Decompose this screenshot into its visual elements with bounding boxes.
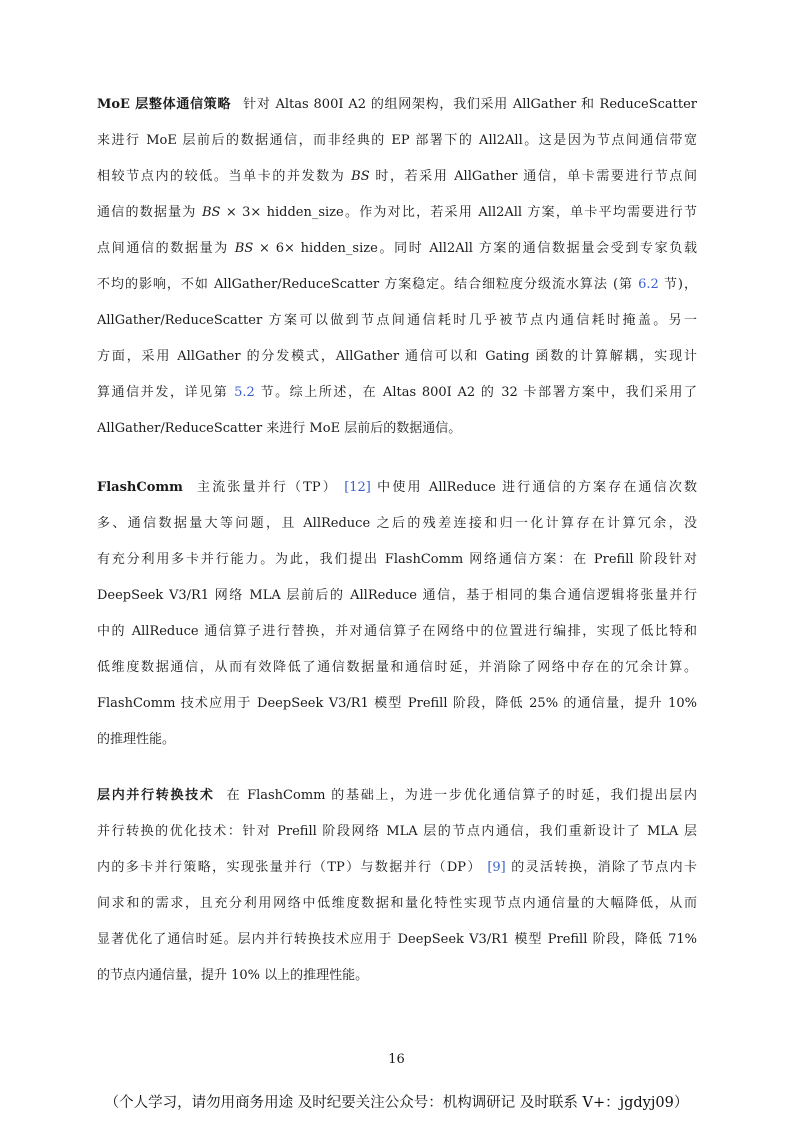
text-line: 显著优化了通信时延。层内并行转换技术应用于 DeepSeek V3/R1 模型 Prefill 阶段，降低 71% (97, 932, 697, 947)
math-variable: BS (351, 169, 370, 184)
text-line: 间求和的需求，且充分利用网络中低维度数据和量化特性实现节点内通信量的大幅降低，从而 (97, 896, 697, 911)
citation-link[interactable]: [9] (487, 860, 506, 875)
math-variable: BS (202, 205, 221, 220)
text-line: 的推理性能。 (97, 732, 176, 747)
footer-notice: （个人学习，请勿用商务用途 及时纪要关注公众号：机构调研记 及时联系 V+：jgdyj09） (104, 1095, 689, 1111)
text-line: 的节点内通信量，提升 10% 以上的推理性能。 (97, 968, 369, 983)
text-line: 算通信并发，详见第 5.2 节。综上所述，在 Altas 800I A2 的 32 卡部署方案中，我们采用了 (97, 385, 697, 400)
text-line: AllGather/ReduceScatter 方案可以做到节点间通信耗时几乎被节点内通信耗时掩盖。另一 (97, 313, 697, 328)
text-line: 有充分利用多卡并行能力。为此，我们提出 FlashComm 网络通信方案：在 Prefill 阶段针对 (97, 552, 697, 567)
paragraph-heading: FlashComm (97, 480, 183, 495)
text-line: 低维度数据通信，从而有效降低了通信数据量和通信时延，并消除了网络中存在的冗余计算。 (97, 660, 697, 675)
paragraph-heading: 层内并行转换技术 (97, 788, 215, 803)
paragraph-moe-communication (97, 87, 697, 447)
section-reference-link[interactable]: 5.2 (234, 385, 255, 400)
math-variable: BS (234, 241, 254, 256)
text-line: AllGather/ReduceScatter 来进行 MoE 层前后的数据通信。 (97, 421, 462, 436)
paragraph-intra-layer-parallel (97, 778, 697, 994)
text-line: FlashComm 技术应用于 DeepSeek V3/R1 模型 Prefill 阶段，降低 25% 的通信量，提升 10% (97, 696, 697, 711)
text-line: 层内并行转换技术 在 FlashComm 的基础上，为进一步优化通信算子的时延，我们提出层内 (97, 788, 697, 803)
text-line: 来进行 MoE 层前后的数据通信，而非经典的 EP 部署下的 All2All。这是因为节点间通信带宽 (97, 133, 697, 148)
text-line: 点间通信的数据量为 BS × 6× hidden_size。同时 All2All 方案的通信数据量会受到专家负载 (97, 241, 697, 256)
text-line: 不均的影响，不如 AllGather/ReduceScatter 方案稳定。结合细粒度分级流水算法 (第 6.2 节)， (97, 277, 697, 292)
section-reference-link[interactable]: 6.2 (638, 277, 659, 292)
citation-link[interactable]: [12] (344, 480, 371, 495)
text-line: 通信的数据量为 BS × 3× hidden_size。作为对比，若采用 All2All 方案，单卡平均需要进行节 (97, 205, 697, 220)
text-line: 多、通信数据量大等问题，且 AllReduce 之后的残差连接和归一化计算存在计算冗余，没 (97, 516, 697, 531)
text-line: DeepSeek V3/R1 网络 MLA 层前后的 AllReduce 通信，基于相同的集合通信逻辑将张量并行 (97, 588, 697, 603)
text-line: 内的多卡并行策略，实现张量并行（TP）与数据并行（DP） [9] 的灵活转换，消除了节点内卡 (97, 860, 697, 875)
paragraph-flashcomm (97, 470, 697, 758)
text-line: FlashComm 主流张量并行（TP） [12] 中使用 AllReduce 进行通信的方案存在通信次数 (97, 480, 697, 495)
page-number: 16 (388, 1052, 405, 1067)
text-line: 中的 AllReduce 通信算子进行替换，并对通信算子在网络中的位置进行编排，实现了低比特和 (97, 624, 697, 639)
text-line: 相较节点内的较低。当单卡的并发数为 BS 时，若采用 AllGather 通信，单卡需要进行节点间 (97, 169, 697, 184)
paragraph-heading: MoE 层整体通信策略 (97, 97, 232, 112)
text-line: 并行转换的优化技术：针对 Prefill 阶段网络 MLA 层的节点内通信，我们重新设计了 MLA 层 (97, 824, 697, 839)
text-line: 方面，采用 AllGather 的分发模式，AllGather 通信可以和 Gating 函数的计算解耦，实现计 (97, 349, 697, 364)
text-line: MoE 层整体通信策略 针对 Altas 800I A2 的组网架构，我们采用 AllGather 和 ReduceScatter (97, 97, 698, 112)
